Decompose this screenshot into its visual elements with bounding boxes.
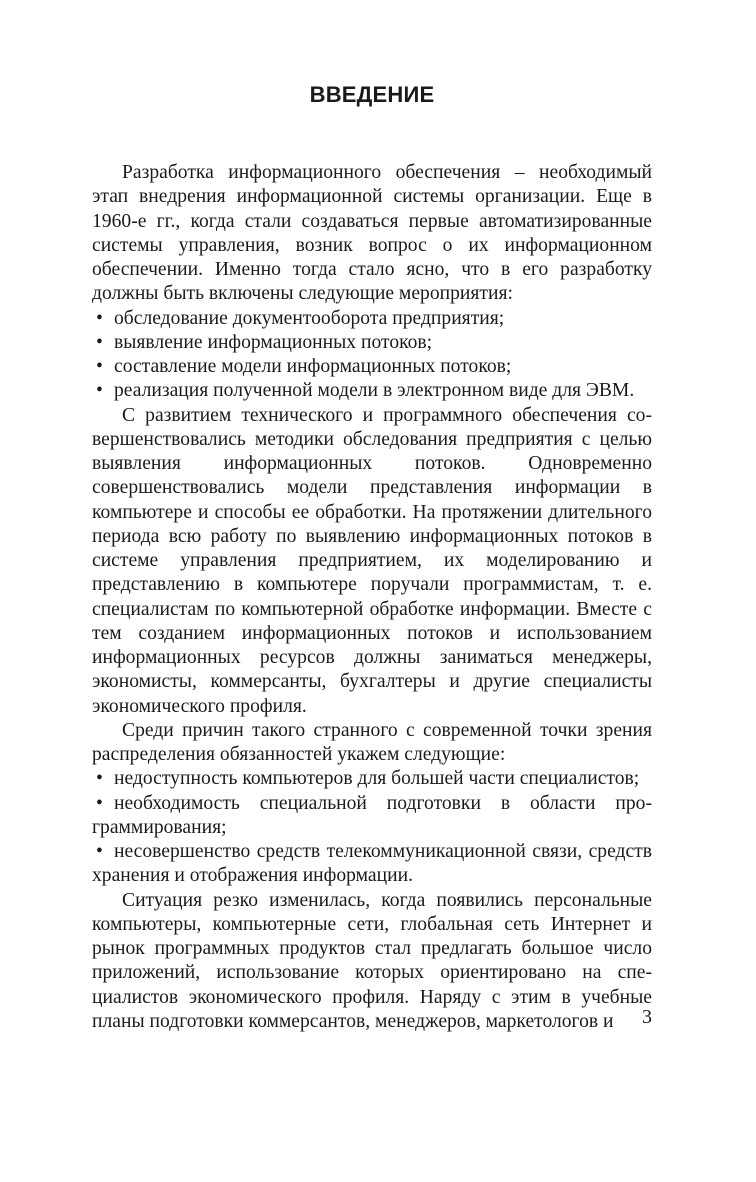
bullet-marker: • <box>96 380 103 402</box>
page-number: 3 <box>642 1006 652 1028</box>
bullet-text: составление модели информационных потоков; <box>114 356 512 377</box>
bullet-marker: • <box>96 331 103 353</box>
bullet-item <box>92 331 652 355</box>
bullet-item <box>92 355 652 379</box>
bullet-item <box>92 840 652 889</box>
bullet-text: реализация полученной модели в электронном виде для ЭВМ. <box>114 380 635 402</box>
paragraph: Среди причин такого странного с современной точки зрения распределения обязанностей укажем следующие: <box>92 719 652 765</box>
bullet-marker: • <box>96 841 103 862</box>
bullet-text: несовершенство средств телекоммуникационной связи, средств хранения и отображения информации. <box>92 841 652 887</box>
bullet-text: выявление информационных потоков; <box>114 331 433 353</box>
bullet-marker: • <box>96 307 103 329</box>
page-title: ВВЕДЕНИЕ <box>309 82 435 107</box>
bullet-item <box>92 767 652 791</box>
bullet-item <box>92 792 652 841</box>
bullet-item <box>92 307 652 331</box>
bullet-text: необходимость специальной подготовки в области программирования; <box>92 792 652 838</box>
paragraph: Разработка информационного обеспечения – необходимый этап внедрения информационной системы организации. Еще в 1960-е гг., когда стали создаваться первые автоматизированные системы управления, возник вопрос о их информационном обеспечении. Именно тогда стало ясно, что в его разработку должны быть включены следующие мероприятия: <box>92 162 652 305</box>
bullet-text: обследование документооборота предприятия; <box>114 307 505 329</box>
bullet-marker: • <box>96 356 103 377</box>
bullet-text: недоступность компьютеров для большей части специалистов; <box>114 768 640 790</box>
paragraph: Ситуация резко изменилась, когда появились персональные компьютеры, компьютерные сети, глобальная сеть Интернет и рынок программных продуктов стал предлагать большое число приложений, использование которых ориентировано на специалистов экономического профиля. Наряду с этим в учебные планы подготовки коммерсантов, менеджеров, маркетологов и <box>92 889 652 1032</box>
bullet-marker: • <box>96 792 103 814</box>
bullet-item <box>92 379 652 403</box>
body-text <box>92 161 652 1034</box>
book-page <box>92 0 652 1182</box>
bullet-marker: • <box>96 768 103 790</box>
paragraph: С развитием технического и программного обеспечения совершенствовались методики обследования предприятия с целью выявления информационных потоков. Одновременно совершенствовались модели представления информации в компьютере и способы ее обработки. На протяжении длительного периода всю работу по выявлению информационных потоков в системе управления предприятием, их моделированию и представлению в компьютере поручали программистам, т. е. специалистам по компьютерной обработке информации. Вместе с тем созданием информационных потоков и использованием информационных ресурсов должны заниматься менеджеры, экономисты, коммерсанты, бухгалтеры и другие специалисты экономического профиля. <box>92 404 652 717</box>
